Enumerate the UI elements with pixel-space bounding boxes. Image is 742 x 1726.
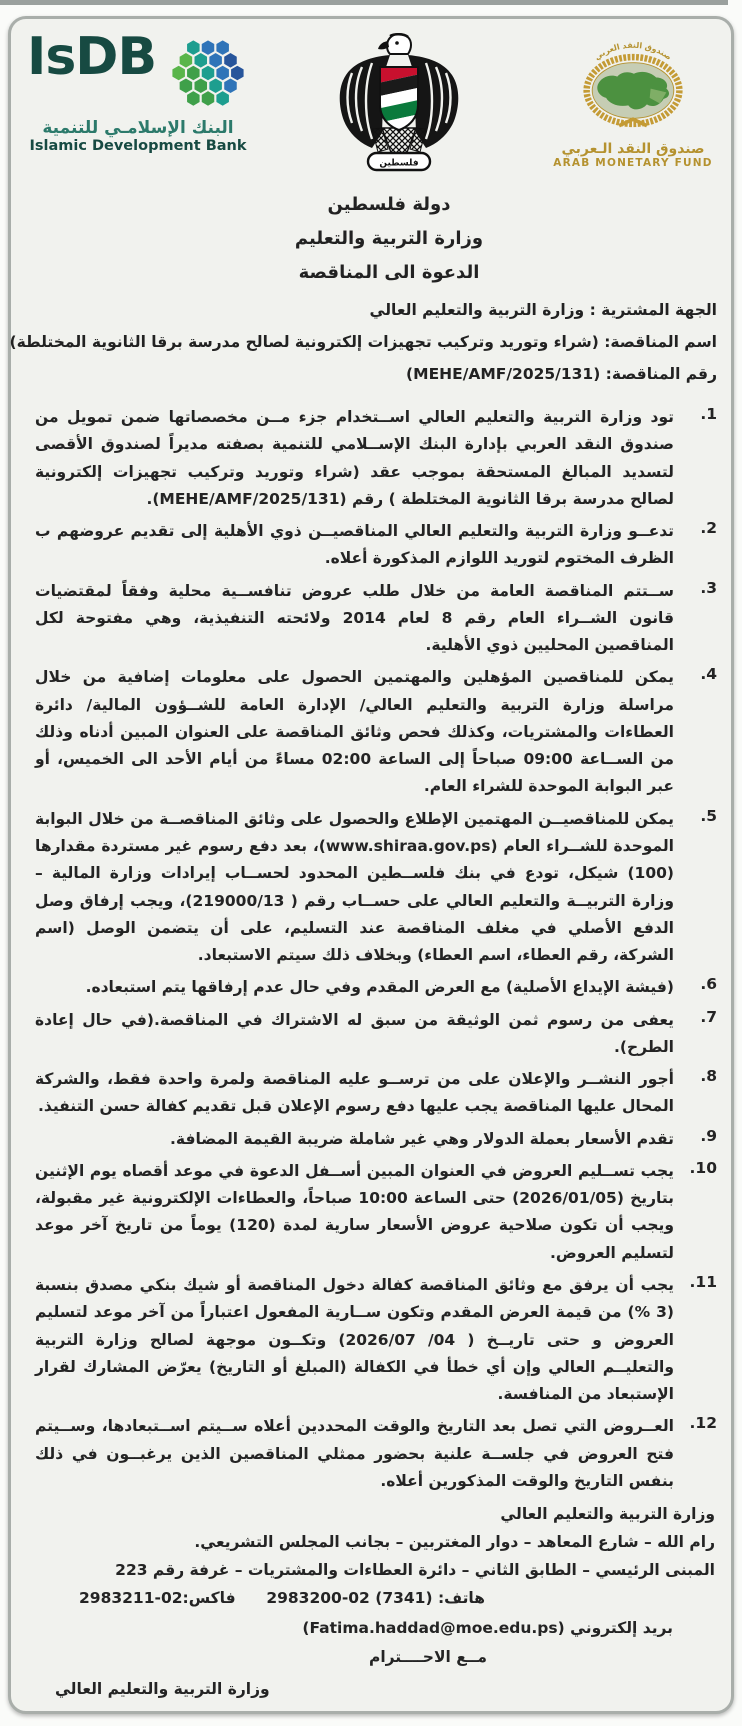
tender-condition-item [35, 1272, 717, 1408]
item-text: يعفى من رسوم ثمن الوثيقة من سبق له الاشتراك في المناقصة.(في حال إعادة الطرح). [35, 1010, 674, 1056]
amf-arabic-name: صندوق النقد الـعربي [561, 141, 705, 157]
isdb-acronym: IsDB [27, 27, 157, 87]
tender-condition-item [35, 974, 717, 1001]
isdb-english-name: Islamic Development Bank [29, 138, 247, 154]
scan-top-edge [0, 0, 728, 5]
email-address: بريد إلكتروني (Fatima.haddad@moe.edu.ps) [302, 1619, 673, 1638]
tender-condition-item [35, 1126, 717, 1153]
address-line-1: رام الله – شارع المعاهد – دوار المغتربين – بجانب المجلس التشريعي. [194, 1532, 715, 1551]
tender-notice-document [8, 16, 734, 1714]
item-number: 7. [700, 1007, 717, 1026]
item-text: يجب أن يرفق مع وثائق المناقصة كفالة دخول المناقصة أو شيك بنكي مصدق بنسبة (3 %) من قيمة العرض المقدم وتكون ســارية المفعول اعتباراً من آخر موعد لتسليم العروض و حتى تاريــخ ( 04/ 2026/07) وتكــون موجهة لصالح وزارة التربية والتعليــم العالي وإن أي خطأ في الكفالة (المبلغ أو التاريخ) يعرّض المشارك لقرار الإستبعاد من المنافسة. [35, 1275, 674, 1404]
amf-logo [549, 33, 717, 169]
item-number: 5. [700, 806, 717, 825]
item-text: أجور النشــر والإعلان على من ترســو عليه المناقصة ولمرة واحدة فقط، والشركة المحال عليها المناقصة يجب عليها دفع رسوم الإعلان قبل تقديم كفالة حسن التنفيذ. [35, 1070, 674, 1116]
emblem-scroll-text: فلسطين [379, 158, 419, 169]
item-text: تود وزارة التربية والتعليم العالي اســتخدام جزء مــن مخصصاتها ضمن تمويل من صندوق النقد العربي بإدارة البنك الإســلامي للتنمية بصفته مديراً لصندوق الأقصى لتسديد المبالغ المستحقة بموجب عقد (شراء وتوريد وتركيب تجهيزات إلكترونية لصالح مدرسة برقا الثانوية المختلطة ) رقم (MEHE/AMF/2025/131). [35, 408, 674, 508]
document-titles [29, 181, 742, 283]
isdb-globe-icon [164, 33, 252, 115]
palestine-eagle-icon [324, 33, 474, 173]
tender-summary [9, 301, 717, 397]
isdb-logo [27, 27, 249, 154]
amf-english-name: ARAB MONETARY FUND [553, 157, 713, 169]
tender-condition-item [35, 1066, 717, 1121]
invitation-title: الدعوة الى المناقصة [298, 262, 480, 283]
isdb-arabic-name: البنك الإسلامـي للتنمية [42, 118, 234, 138]
tender-condition-item [35, 1158, 717, 1267]
tender-condition-item [35, 518, 717, 573]
item-number: 4. [700, 665, 717, 684]
tender-condition-item [35, 1007, 717, 1062]
fax-number: فاكس:02-2983211 [79, 1589, 236, 1608]
item-number: 2. [700, 519, 717, 538]
state-title: دولة فلسطين [327, 194, 451, 215]
document-header [11, 19, 731, 177]
tender-condition-item [35, 664, 717, 800]
tender-number: رقم المناقصة: (MEHE/AMF/2025/131) [406, 365, 717, 383]
item-text: (فيشة الإيداع الأصلية) مع العرض المقدم وفي حال عدم إرفاقها يتم استبعاده. [85, 978, 674, 997]
address-line-2: المبنى الرئيسي – الطابق الثاني – دائرة العطاءات والمشتريات – غرفة رقم 223 [115, 1561, 715, 1580]
contact-block [35, 1500, 715, 1703]
item-number: 11. [689, 1272, 717, 1291]
item-number: 9. [700, 1126, 717, 1145]
tender-condition-item [35, 578, 717, 660]
item-number: 6. [700, 975, 717, 994]
item-number: 10. [689, 1158, 717, 1177]
tender-condition-item [35, 404, 717, 513]
procuring-entity: الجهة المشترية : وزارة التربية والتعليم العالي [369, 301, 717, 319]
item-text: يمكن للمناقصين المؤهلين والمهتمين الحصول على معلومات إضافية من خلال مراسلة وزارة التربية والتعليم العالي/ الإدارة العامة للشــؤون المالية/ دائرة العطاءات والمشتريات، وكذلك فحص وثائق المناقصة على العنوان المبين أدناه وذلك من الســاعة 09:00 صباحاً إلى الساعة 02:00 مساءً من أيام الأحد الى الخميس، أو عبر البوابة الموحدة للشراء العام. [35, 668, 674, 796]
item-number: 1. [700, 405, 717, 423]
regards-line: مــع الاحــــترام [368, 1647, 487, 1666]
amf-arc-text: صندوق النقد العربي [592, 40, 674, 62]
item-text: يجب تســليم العروض في العنوان المبين أســفل الدعوة في موعد أقصاه يوم الإثنين بتاريخ (2026/01/05) حتى الساعة 10:00 صباحاً، والعطاءات الإلكترونية غير مقبولة، ويجب أن تكون صلاحية عروض الأسعار سارية لمدة (120) يوماً من تاريخ آخر موعد لتسليم العروض. [35, 1161, 674, 1262]
item-text: ســتتم المناقصة العامة من خلال طلب عروض تنافســية محلية وفقاً لمقتضيات قانون الشــراء العام رقم 8 لعام 2014 ولائحته التنفيذية، وهي مفتوحة لكل المناقصين المحليين ذوي الأهلية. [35, 581, 675, 655]
amf-emblem-icon [554, 33, 712, 135]
ministry-title: وزارة التربية والتعليم [294, 228, 484, 249]
tender-condition-item [35, 1413, 717, 1495]
item-number: 12. [689, 1414, 717, 1433]
palestine-emblem [323, 33, 475, 177]
tender-conditions-list [35, 399, 717, 1495]
phone-number: هاتف: (7341) 02-2983200 [266, 1589, 485, 1608]
item-text: العــروض التي تصل بعد التاريخ والوقت المحددين أعلاه ســيتم اســتبعادها، وســيتم فتح العروض في جلســة علنية بحضور ممثلي المناقصين الذين يرغبــون في ذلك بنفس التاريخ والوقت المذكورين أعلاه. [35, 1417, 674, 1490]
phone-fax-row [35, 1584, 715, 1614]
item-text: يمكن للمناقصيــن المهتمين الإطلاع والحصول على وثائق المناقصــة من خلال البوابة الموحدة للشــراء العام (www.shiraa.gov.ps)، بعد دفع رسوم غير مستردة مقدارها (100) شيكل، تودع في بنك فلســطين المحدود لحســاب إيرادات وزارة المالية – وزارة التربيــة والتعليم العالي على حســاب رقم ( 219000/13)، ويجب إرفاق وصل الدفع الأصلي في مغلف المناقصة عند التسليم، على أن يتضمن الوصل (اسم الشركة، رقم العطاء، اسم العطاء) وبخلاف ذلك سيتم الاستبعاد. [35, 809, 674, 965]
item-number: 3. [700, 578, 717, 597]
tender-condition-item [35, 806, 717, 970]
item-text: تقدم الأسعار بعملة الدولار وهي غير شاملة ضريبة القيمة المضافة. [170, 1129, 674, 1148]
item-number: 8. [700, 1067, 717, 1086]
item-text: تدعــو وزارة التربية والتعليم العالي المناقصيــن ذوي الأهلية إلى تقديم عروضهم ب الظرف المختوم لتوريد اللوازم المذكورة أعلاه. [35, 522, 674, 568]
signature-line: وزارة التربية والتعليم العالي [55, 1679, 270, 1698]
tender-name: اسم المناقصة: (شراء وتوريد وتركيب تجهيزات إلكترونية لصالح مدرسة برقا الثانوية المختلطة) [9, 333, 717, 351]
footer-ministry-name: وزارة التربية والتعليم العالي [500, 1504, 715, 1523]
